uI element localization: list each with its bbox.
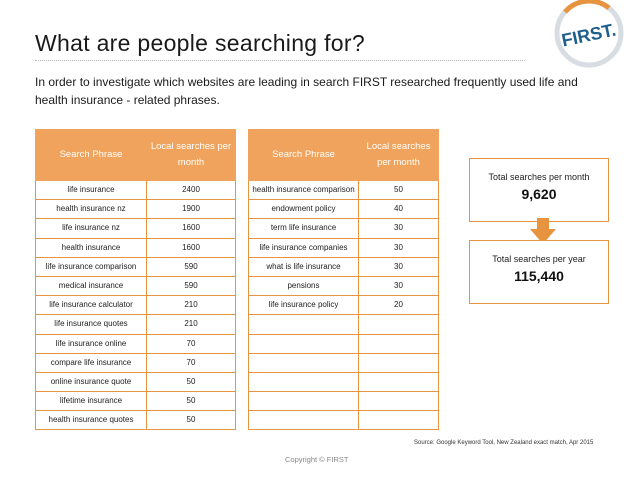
search-phrase-cell: pensions <box>249 276 359 295</box>
total-per-month-label: Total searches per month <box>488 172 590 182</box>
searches-count-cell: 2400 <box>147 181 236 200</box>
column-header-search-phrase: Search Phrase <box>36 130 147 181</box>
searches-count-cell <box>359 392 439 411</box>
search-phrase-cell: compare life insurance <box>36 353 147 372</box>
total-per-year-label: Total searches per year <box>492 254 586 264</box>
table-row <box>249 296 439 315</box>
searches-count-cell <box>359 334 439 353</box>
search-phrase-table-2 <box>248 129 439 430</box>
copyright-notice: Copyright © FIRST <box>285 455 349 464</box>
searches-count-cell: 50 <box>147 411 236 430</box>
searches-count-cell: 30 <box>359 276 439 295</box>
column-header-local-searches: Local searches per month <box>147 130 236 181</box>
searches-count-cell <box>359 372 439 391</box>
searches-count-cell <box>359 315 439 334</box>
table-row <box>36 181 236 200</box>
page-title: What are people searching for? <box>35 30 365 56</box>
table-row <box>249 181 439 200</box>
intro-text: In order to investigate which websites are leading in search FIRST researched frequently used life and health insurance - related phrases. <box>35 75 578 107</box>
title-divider <box>35 60 525 61</box>
search-phrase-cell <box>249 334 359 353</box>
search-phrase-cell <box>249 353 359 372</box>
table-row <box>249 219 439 238</box>
table-row <box>36 411 236 430</box>
searches-count-cell <box>359 353 439 372</box>
searches-count-cell: 30 <box>359 238 439 257</box>
search-phrase-cell: life insurance calculator <box>36 296 147 315</box>
search-phrase-cell: life insurance nz <box>36 219 147 238</box>
table-row <box>36 296 236 315</box>
search-phrase-cell: life insurance policy <box>249 296 359 315</box>
source-note: Source: Google Keyword Tool, New Zealand exact match, Apr 2015 <box>414 440 594 446</box>
search-phrase-cell: health insurance quotes <box>36 411 147 430</box>
total-per-month-box <box>469 158 609 222</box>
searches-count-cell: 50 <box>359 181 439 200</box>
search-phrase-cell: medical insurance <box>36 276 147 295</box>
table-row <box>36 372 236 391</box>
searches-count-cell: 1900 <box>147 200 236 219</box>
table-row <box>249 276 439 295</box>
table-row <box>249 411 439 430</box>
search-phrase-cell <box>249 372 359 391</box>
searches-count-cell: 70 <box>147 334 236 353</box>
search-phrase-cell <box>249 392 359 411</box>
table-row <box>36 353 236 372</box>
table-row <box>249 200 439 219</box>
search-phrase-cell: life insurance quotes <box>36 315 147 334</box>
search-phrase-cell: life insurance online <box>36 334 147 353</box>
total-per-year-value: 115,440 <box>514 268 564 284</box>
total-per-month-value: 9,620 <box>521 186 557 202</box>
table-row <box>249 372 439 391</box>
first-logo <box>547 0 627 74</box>
search-phrase-cell: life insurance comparison <box>36 257 147 276</box>
search-phrase-cell <box>249 315 359 334</box>
searches-count-cell: 210 <box>147 296 236 315</box>
search-phrase-cell: online insurance quote <box>36 372 147 391</box>
search-phrase-cell: health insurance <box>36 238 147 257</box>
table-row <box>36 257 236 276</box>
searches-count-cell: 40 <box>359 200 439 219</box>
searches-count-cell <box>359 411 439 430</box>
table-row <box>249 392 439 411</box>
search-phrase-cell: health insurance nz <box>36 200 147 219</box>
search-phrase-cell <box>249 411 359 430</box>
searches-count-cell: 30 <box>359 219 439 238</box>
searches-count-cell: 590 <box>147 276 236 295</box>
search-phrase-cell: endowment policy <box>249 200 359 219</box>
table-row <box>249 315 439 334</box>
searches-count-cell: 210 <box>147 315 236 334</box>
search-phrase-cell: term life insurance <box>249 219 359 238</box>
search-phrase-cell: life insurance <box>36 181 147 200</box>
search-phrase-cell: lifetime insurance <box>36 392 147 411</box>
searches-count-cell: 1600 <box>147 219 236 238</box>
searches-count-cell: 70 <box>147 353 236 372</box>
column-header-local-searches: Local searches per month <box>359 130 439 181</box>
table-row <box>36 276 236 295</box>
svg-text:FIRST.: FIRST. <box>559 19 618 51</box>
total-per-year-box <box>469 240 609 304</box>
table-row <box>36 334 236 353</box>
table-row <box>36 392 236 411</box>
searches-count-cell: 20 <box>359 296 439 315</box>
table-row <box>249 257 439 276</box>
column-header-search-phrase: Search Phrase <box>249 130 359 181</box>
search-phrase-table-1 <box>35 129 236 430</box>
searches-count-cell: 50 <box>147 372 236 391</box>
table-row <box>36 315 236 334</box>
table-row <box>36 219 236 238</box>
searches-count-cell: 30 <box>359 257 439 276</box>
table-row <box>36 238 236 257</box>
table-row <box>249 334 439 353</box>
table-row <box>249 353 439 372</box>
search-phrase-cell: health insurance comparison <box>249 181 359 200</box>
searches-count-cell: 1600 <box>147 238 236 257</box>
table-row <box>36 200 236 219</box>
searches-count-cell: 50 <box>147 392 236 411</box>
search-phrase-cell: what is life insurance <box>249 257 359 276</box>
searches-count-cell: 590 <box>147 257 236 276</box>
table-row <box>249 238 439 257</box>
search-phrase-cell: life insurance companies <box>249 238 359 257</box>
